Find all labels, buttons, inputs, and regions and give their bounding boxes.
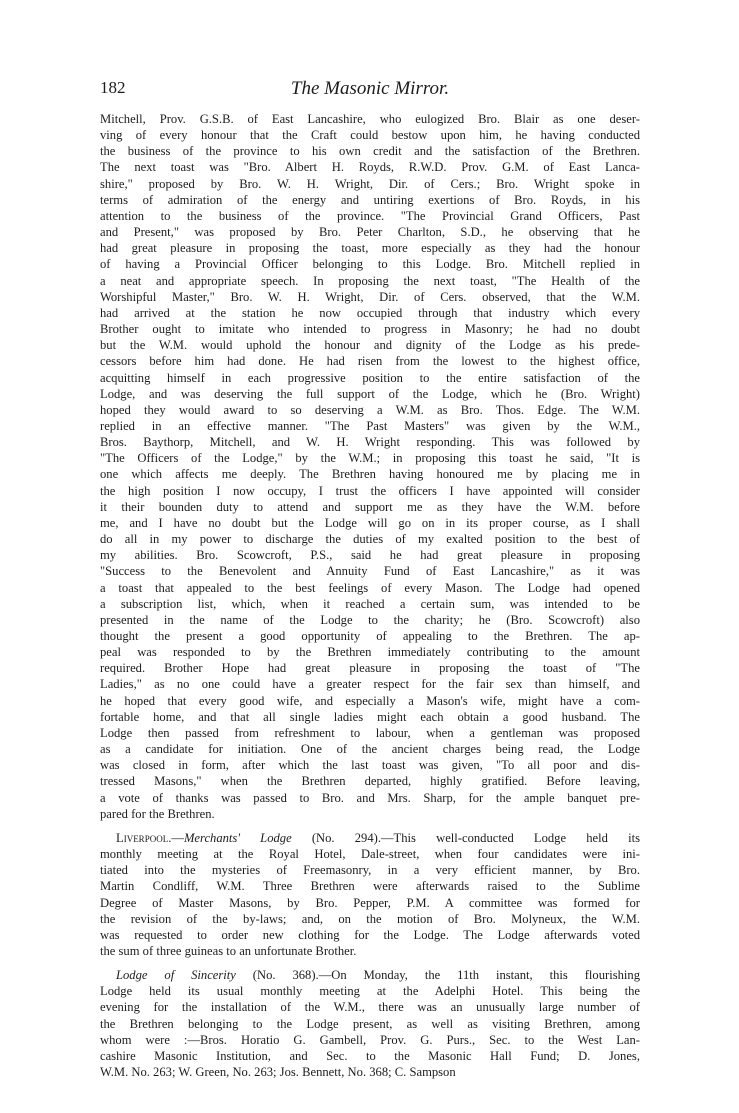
article-body bbox=[100, 111, 640, 1080]
text-line: thought the present a good opportunity of appealing to the Brethren. The ap- bbox=[100, 629, 640, 643]
text-line: the revision of the by-laws; and, on the motion of Bro. Molyneux, the W.M. bbox=[100, 911, 640, 926]
text-line: had arrived at the station he now occupied through that industry which every bbox=[100, 305, 640, 320]
text-line: "The Officers of the Lodge," by the W.M.; in proposing this toast he said, "It is bbox=[100, 451, 640, 466]
text-line: evening for the installation of the W.M., there was an unusually large number of bbox=[100, 1000, 640, 1015]
page-header bbox=[100, 78, 640, 102]
heading-dash: — bbox=[171, 830, 184, 845]
text-run: (No. 294).—This well-conducted Lodge held its bbox=[291, 830, 640, 845]
text-line: Bros. Baythorp, Mitchell, and W. H. Wright responding. This was followed by bbox=[100, 435, 640, 450]
text-line: had great pleasure in proposing the toast, more especially as they had the honour bbox=[100, 241, 640, 256]
text-line: a neat and appropriate speech. In proposing the next toast, "The Health of the bbox=[100, 273, 640, 288]
text-line: of having a Provincial Officer belonging to this Lodge. Bro. Mitchell replied in bbox=[100, 257, 640, 272]
text-line: cashire Masonic Institution, and Sec. to the Masonic Hall Fund; D. Jones, bbox=[100, 1048, 640, 1063]
text-line: Lodge held its usual monthly meeting at the Adelphi Hotel. This being the bbox=[100, 984, 640, 999]
text-line: acquitting himself in each progressive position to the entire satisfaction of the bbox=[100, 370, 640, 385]
text-line: Degree of Master Masons, by Bro. Pepper, P.M. A committee was formed for bbox=[100, 895, 640, 910]
text-line: tiated into the mysteries of Freemasonry, in a very efficient manner, by Bro. bbox=[100, 863, 640, 878]
text-line: presented in the name of the Lodge to the charity; he (Bro. Scowcroft) also bbox=[100, 612, 640, 627]
text-line: fortable home, and that all single ladies might each obtain a good husband. The bbox=[100, 709, 640, 724]
lodge-name: Lodge of Sincerity bbox=[116, 968, 236, 983]
text-line: Brother ought to imitate who intended to progress in Masonry; he had no doubt bbox=[100, 322, 640, 337]
text-line: hoped they would award to so deserving a W.M. as Bro. Thos. Edge. The W.M. bbox=[100, 402, 640, 417]
text-run: (No. 368).—On Monday, the 11th instant, this flourishing bbox=[235, 968, 641, 983]
text-line bbox=[100, 830, 640, 846]
text-line: W.M. No. 263; W. Green, No. 263; Jos. Bennett, No. 368; C. Sampson bbox=[100, 1065, 456, 1080]
text-line: me, and I have no doubt but the Lodge will go on in its proper course, as I shall bbox=[100, 515, 640, 530]
text-line: a subscription list, which, when it reached a certain sum, was intended to be bbox=[100, 596, 640, 611]
text-line: "Success to the Benevolent and Annuity Fund of East Lancashire," as it was bbox=[100, 564, 640, 579]
text-line: and Present," was proposed by Bro. Peter Charlton, S.D., he observing that he bbox=[100, 225, 640, 240]
text-line: Mitchell, Prov. G.S.B. of East Lancashire, who eulogized Bro. Blair as one deser- bbox=[100, 112, 640, 126]
text-line: as a candidate for initiation. One of the ancient charges being read, the Lodge bbox=[100, 742, 640, 757]
text-line: the sum of three guineas to an unfortunate Brother. bbox=[100, 943, 357, 958]
place-heading: Liverpool. bbox=[116, 830, 172, 845]
text-line: monthly meeting at the Royal Hotel, Dale-street, when four candidates were ini- bbox=[100, 847, 640, 862]
text-line: Lodge, and was deserving the full support of the Lodge, which he (Bro. Wright) bbox=[100, 386, 640, 401]
text-line: was requested to order new clothing for the Lodge. The Lodge afterwards voted bbox=[100, 927, 640, 942]
text-line: replied in an effective manner. "The Past Masters" was given by the W.M., bbox=[100, 418, 640, 433]
page-number: 182 bbox=[100, 78, 126, 97]
text-line: Lodge then passed from refreshment to labour, when a gentleman was proposed bbox=[100, 725, 640, 740]
text-line: whom were :—Bros. Horatio G. Gambell, Prov. G. Purs., Sec. to the West Lan- bbox=[100, 1032, 640, 1047]
text-line: the business of the province to his own credit and the satisfaction of the Brethren. bbox=[100, 144, 640, 159]
text-line: Martin Condliff, W.M. Three Brethren were afterwards raised to the Sublime bbox=[100, 879, 640, 894]
text-line: terms of admiration of the energy and untiring exertions of Bro. Royds, in his bbox=[100, 192, 640, 207]
text-line: shire," proposed by Bro. W. H. Wright, Dir. of Cers.; Bro. Wright spoke in bbox=[100, 176, 640, 191]
text-line bbox=[100, 967, 640, 983]
running-title: The Masonic Mirror. bbox=[290, 78, 450, 99]
text-line: Worshipful Master," Bro. W. H. Wright, Dir. of Cers. observed, that the W.M. bbox=[100, 289, 640, 304]
lodge-name: Merchants' Lodge bbox=[183, 830, 292, 845]
text-line: The next toast was "Bro. Albert H. Royds, R.W.D. Prov. G.M. of East Lanca- bbox=[100, 160, 640, 175]
text-line: do all in my power to discharge the duties of my exalted position to the best of bbox=[100, 532, 640, 547]
text-line: ving of every honour that the Craft could bestow upon him, he having conducted bbox=[100, 128, 640, 143]
paragraph-merchants-lodge bbox=[100, 830, 640, 959]
text-line: a vote of thanks was passed to Bro. and Mrs. Sharp, for the ample banquet pre- bbox=[100, 790, 640, 805]
text-line: was closed in form, after which the last toast was given, "To all poor and dis- bbox=[100, 758, 640, 773]
text-line: it their bounden duty to attend and support me as they have the W.M. before bbox=[100, 499, 640, 514]
text-line: a toast that appealed to the best feelings of every Mason. The Lodge had opened bbox=[100, 580, 640, 595]
paragraph-lodge-of-sincerity bbox=[100, 967, 640, 1080]
text-line: my abilities. Bro. Scowcroft, P.S., said he had great pleasure in proposing bbox=[100, 548, 640, 563]
text-line: Ladies," as no one could have a greater respect for the fair sex than himself, and bbox=[100, 677, 640, 692]
text-line: the Brethren belonging to the Lodge present, as well as visiting Brethren, among bbox=[100, 1016, 640, 1031]
text-line: the high position I now occupy, I trust the officers I have appointed will consider bbox=[100, 483, 640, 498]
text-line: one which affects me deeply. The Brethren having honoured me by placing me in bbox=[100, 467, 640, 482]
text-line: peal was responded to by the Brethren immediately contributing to the amount bbox=[100, 645, 640, 660]
text-line: tressed Masons," when the Brethren departed, highly gratified. Before leaving, bbox=[100, 774, 640, 789]
text-line: pared for the Brethren. bbox=[100, 806, 215, 821]
text-line: he hoped that every good wife, and especially a Mason's wife, might have a com- bbox=[100, 693, 640, 708]
text-line: but the W.M. would uphold the honour and dignity of the Lodge as his prede- bbox=[100, 338, 640, 353]
text-line: cessors before him had done. He had risen from the lowest to the highest office, bbox=[100, 354, 640, 369]
paragraph-banquet-toasts bbox=[100, 111, 640, 822]
text-line: required. Brother Hope had great pleasure in proposing the toast of "The bbox=[100, 661, 640, 676]
text-line: attention to the business of the province. "The Provincial Grand Officers, Past bbox=[100, 208, 640, 223]
